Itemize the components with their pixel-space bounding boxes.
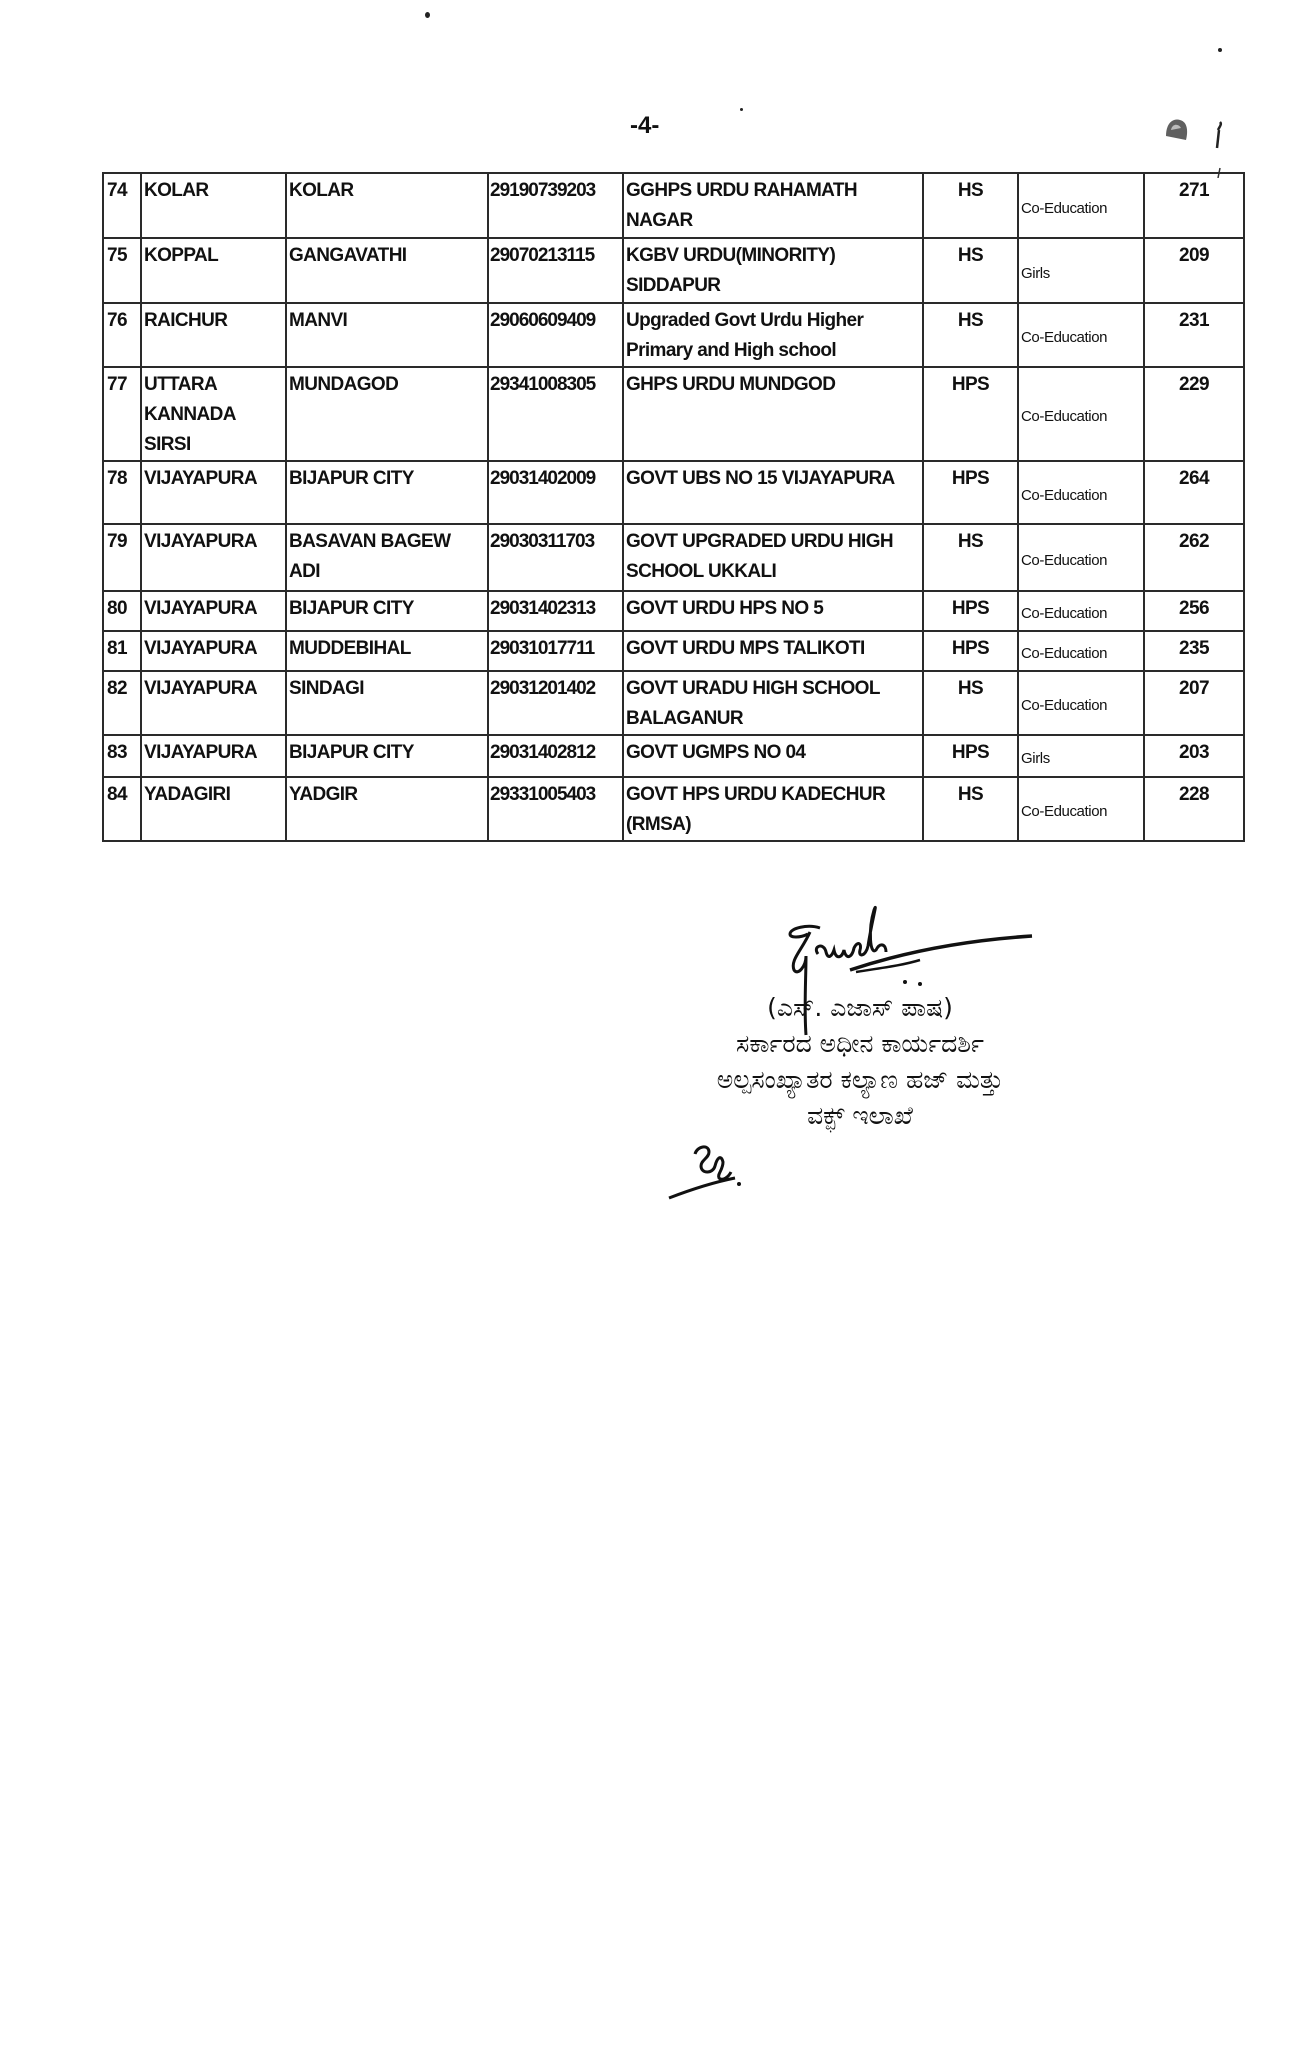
initials-image <box>665 1140 785 1200</box>
strength-cell: 235 <box>1144 631 1244 671</box>
signatory-name: (ಎಸ್. ಎಜಾಸ್ ಪಾಷ) <box>767 993 953 1022</box>
table-row <box>103 631 1244 671</box>
gender-cell: Co-Education <box>1018 367 1144 461</box>
udise-code-cell: 29031017711 <box>488 631 623 671</box>
udise-code-cell: 29070213115 <box>488 238 623 303</box>
udise-code-cell: 29031402812 <box>488 735 623 777</box>
school-type-cell: HPS <box>923 461 1018 524</box>
sl-cell: 75 <box>103 238 141 303</box>
district-cell: VIJAYAPURA <box>141 671 286 735</box>
school-name-cell: KGBV URDU(MINORITY) SIDDAPUR <box>623 238 923 303</box>
strength-cell: 209 <box>1144 238 1244 303</box>
sl-cell: 79 <box>103 524 141 591</box>
school-type-cell: HS <box>923 238 1018 303</box>
taluk-cell: KOLAR <box>286 173 488 238</box>
gender-cell: Girls <box>1018 735 1144 777</box>
gender-cell: Co-Education <box>1018 303 1144 367</box>
school-name-cell: GOVT HPS URDU KADECHUR (RMSA) <box>623 777 923 841</box>
strength-cell: 256 <box>1144 591 1244 631</box>
taluk-cell: BIJAPUR CITY <box>286 735 488 777</box>
table-row <box>103 671 1244 735</box>
udise-code-cell: 29331005403 <box>488 777 623 841</box>
taluk-cell: MUNDAGOD <box>286 367 488 461</box>
udise-code-cell: 29031402313 <box>488 591 623 631</box>
school-name-cell: GOVT UPGRADED URDU HIGH SCHOOL UKKALI <box>623 524 923 591</box>
school-name-cell: Upgraded Govt Urdu Higher Primary and High school <box>623 303 923 367</box>
udise-code-cell: 29031201402 <box>488 671 623 735</box>
taluk-cell: BIJAPUR CITY <box>286 461 488 524</box>
district-cell: UTTARA KANNADA SIRSI <box>141 367 286 461</box>
sl-cell: 76 <box>103 303 141 367</box>
school-type-cell: HS <box>923 671 1018 735</box>
taluk-cell: BASAVAN BAGEW ADI <box>286 524 488 591</box>
scan-speck <box>425 12 430 18</box>
district-cell: VIJAYAPURA <box>141 591 286 631</box>
school-type-cell: HPS <box>923 367 1018 461</box>
district-cell: VIJAYAPURA <box>141 631 286 671</box>
sl-cell: 78 <box>103 461 141 524</box>
table-row <box>103 238 1244 303</box>
school-name-cell: GOVT URADU HIGH SCHOOL BALAGANUR <box>623 671 923 735</box>
district-cell: KOPPAL <box>141 238 286 303</box>
school-type-cell: HS <box>923 777 1018 841</box>
school-type-cell: HPS <box>923 591 1018 631</box>
sl-cell: 80 <box>103 591 141 631</box>
sl-cell: 83 <box>103 735 141 777</box>
signature-block <box>600 990 1120 1134</box>
school-name-cell: GOVT URDU HPS NO 5 <box>623 591 923 631</box>
table-row <box>103 303 1244 367</box>
table-row <box>103 173 1244 238</box>
udise-code-cell: 29031402009 <box>488 461 623 524</box>
school-name-cell: GHPS URDU MUNDGOD <box>623 367 923 461</box>
table-row <box>103 524 1244 591</box>
table-row <box>103 735 1244 777</box>
udise-code-cell: 29341008305 <box>488 367 623 461</box>
gender-cell: Co-Education <box>1018 461 1144 524</box>
school-name-cell: GOVT UGMPS NO 04 <box>623 735 923 777</box>
corner-mark-icon <box>1160 108 1240 178</box>
taluk-cell: YADGIR <box>286 777 488 841</box>
district-cell: KOLAR <box>141 173 286 238</box>
gender-cell: Co-Education <box>1018 591 1144 631</box>
gender-cell: Girls <box>1018 238 1144 303</box>
gender-cell: Co-Education <box>1018 631 1144 671</box>
taluk-cell: MANVI <box>286 303 488 367</box>
udise-code-cell: 29060609409 <box>488 303 623 367</box>
strength-cell: 262 <box>1144 524 1244 591</box>
strength-cell: 231 <box>1144 303 1244 367</box>
signatory-designation: ಸರ್ಕಾರದ ಅಧೀನ ಕಾರ್ಯದರ್ಶಿ <box>736 1029 984 1058</box>
sl-cell: 77 <box>103 367 141 461</box>
school-type-cell: HS <box>923 524 1018 591</box>
sl-cell: 74 <box>103 173 141 238</box>
district-cell: RAICHUR <box>141 303 286 367</box>
gender-cell: Co-Education <box>1018 777 1144 841</box>
strength-cell: 203 <box>1144 735 1244 777</box>
signatory-department-line2: ವಕ್ಫ್ ಇಲಾಖೆ <box>807 1101 913 1130</box>
gender-cell: Co-Education <box>1018 671 1144 735</box>
district-cell: VIJAYAPURA <box>141 735 286 777</box>
scan-speck <box>1218 48 1222 52</box>
district-cell: VIJAYAPURA <box>141 461 286 524</box>
school-name-cell: GOVT URDU MPS TALIKOTI <box>623 631 923 671</box>
sl-cell: 81 <box>103 631 141 671</box>
strength-cell: 228 <box>1144 777 1244 841</box>
school-type-cell: HPS <box>923 631 1018 671</box>
district-cell: VIJAYAPURA <box>141 524 286 591</box>
table-row <box>103 367 1244 461</box>
school-list-table <box>102 172 1243 842</box>
signatory-department-line1: ಅಲ್ಪಸಂಖ್ಯಾತರ ಕಲ್ಯಾಣ ಹಜ್ ಮತ್ತು <box>716 1065 1004 1094</box>
strength-cell: 229 <box>1144 367 1244 461</box>
sl-cell: 82 <box>103 671 141 735</box>
strength-cell: 271 <box>1144 173 1244 238</box>
gender-cell: Co-Education <box>1018 173 1144 238</box>
scan-speck <box>740 108 743 111</box>
school-name-cell: GGHPS URDU RAHAMATH NAGAR <box>623 173 923 238</box>
table-row <box>103 591 1244 631</box>
taluk-cell: GANGAVATHI <box>286 238 488 303</box>
table-row <box>103 461 1244 524</box>
table-row <box>103 777 1244 841</box>
udise-code-cell: 29030311703 <box>488 524 623 591</box>
district-cell: YADAGIRI <box>141 777 286 841</box>
school-type-cell: HS <box>923 303 1018 367</box>
taluk-cell: MUDDEBIHAL <box>286 631 488 671</box>
taluk-cell: SINDAGI <box>286 671 488 735</box>
gender-cell: Co-Education <box>1018 524 1144 591</box>
sl-cell: 84 <box>103 777 141 841</box>
udise-code-cell: 29190739203 <box>488 173 623 238</box>
strength-cell: 207 <box>1144 671 1244 735</box>
taluk-cell: BIJAPUR CITY <box>286 591 488 631</box>
school-name-cell: GOVT UBS NO 15 VIJAYAPURA <box>623 461 923 524</box>
strength-cell: 264 <box>1144 461 1244 524</box>
school-type-cell: HPS <box>923 735 1018 777</box>
page-number: -4- <box>630 112 660 139</box>
school-type-cell: HS <box>923 173 1018 238</box>
